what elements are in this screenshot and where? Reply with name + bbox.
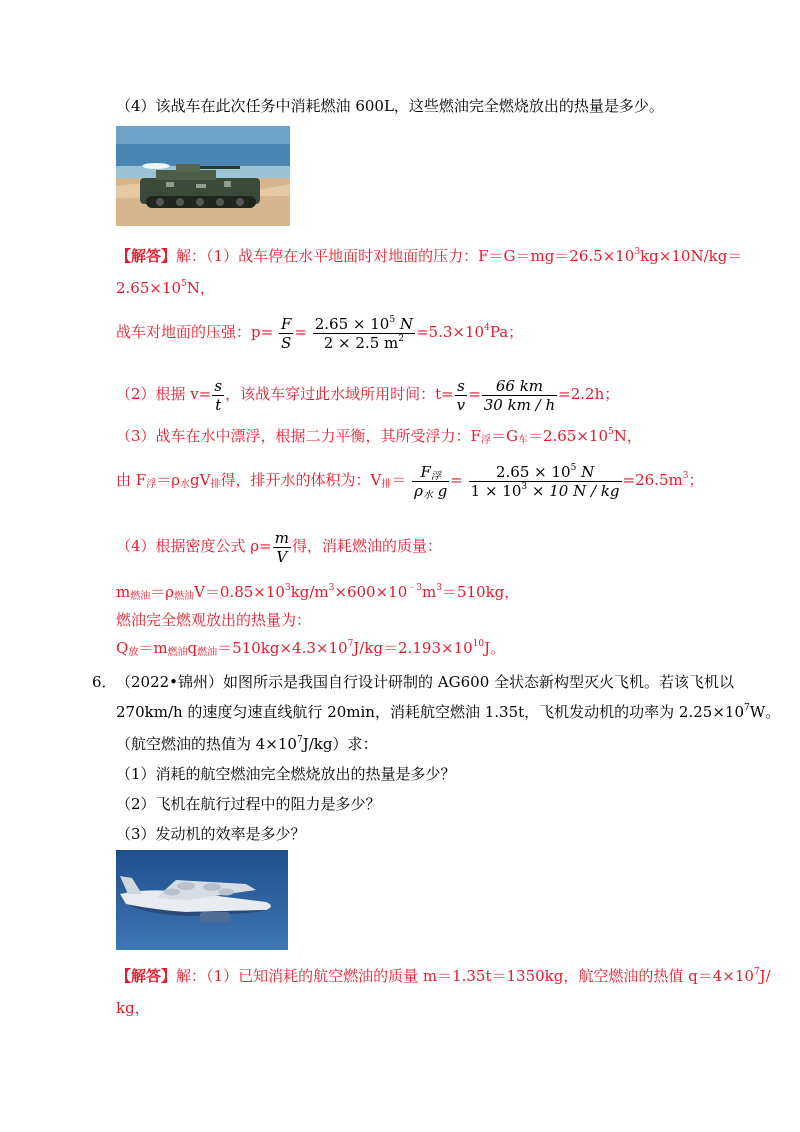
a1-l2-text: 2.65×10 [116,279,182,297]
pressure-result-unit: Pa； [489,323,524,341]
answer-1-line-2 [116,278,215,298]
t: J/kg＝2.193×10 [353,639,473,657]
a3-l2-lead: 由 F [116,471,147,489]
a3-result: =26.5m [622,471,683,489]
t: J/ [759,967,771,985]
pressure-lead: 战车对地面的压强：p [116,323,261,341]
answer-tag: 【解答】 [116,247,177,265]
frac-den-g: g [432,481,448,500]
s-over-t-fraction [212,377,224,414]
frac-num: 66 km [482,377,557,396]
t: V＝0.85×10 [194,583,285,601]
exp: 3 [436,583,442,593]
t: Q [116,639,129,657]
t: ×600×10 [334,583,408,601]
time-value-fraction [482,377,557,414]
frac-den: ρ [414,481,423,500]
sub: 燃油 [167,647,188,658]
volume-value-fraction [469,463,622,500]
problem-6-line-1: （2022•锦州）如图所示是我国自行设计研制的 AG600 全状态新构型灭火飞机。若该飞机以 [116,673,735,691]
t: kg/m [290,583,329,601]
a1-text: （1）战车停在水平地面时对地面的压力：F＝G＝mg＝26.5×10 [206,247,635,265]
a3-exp: 5 [608,427,614,437]
a3-result-tail: ； [688,471,704,489]
a2-lead: （2）根据 v= [116,385,212,403]
a4-tail: 得，消耗燃油的质量： [291,537,442,555]
frac-den-sub: 水 [422,489,433,501]
a1-l2-exp: 5 [181,279,187,289]
t: J。 [484,639,506,657]
answer-4-line-2 [116,582,519,602]
frac-den: 1 × 10 [470,481,522,500]
frac-den: 2 × 2.5 m [323,333,399,352]
t: m [421,583,437,601]
t: 270km/h 的速度匀速直线航行 20min，消耗航空燃油 1.35t，飞机发动机的功率为 2.25×10 [116,703,744,721]
pressure-value-fraction [313,315,415,352]
a3-mid: ＝G [490,427,518,445]
sub: 水 [180,479,191,490]
tank-photo [116,126,290,226]
frac-den: v [456,395,466,414]
a4-lead: （4）根据密度公式 ρ= [116,537,272,555]
frac-num-sub: 浮 [430,470,441,482]
a3-l2-c: gV [190,471,211,489]
t: ＝510kg， [441,583,520,601]
pressure-formula [116,310,523,354]
a1-text-b: kg×10N/kg＝ [640,247,743,265]
frac-num: m [274,528,289,547]
a2-mid: ，该战车穿过此水域所用时间：t= [225,385,454,403]
jie-label: 解： [176,967,207,985]
problem-6-line-3 [116,734,377,754]
problem-6-number: 6． [92,673,117,691]
sub: 放 [128,647,139,658]
frac-den-exp: 3 [521,481,528,492]
sub: 燃油 [174,591,195,602]
m-over-v-fraction [273,529,291,566]
exp: 7 [743,703,750,713]
jie-label: 解： [176,247,207,265]
aircraft-photo [116,850,288,950]
pressure-result-exp: 4 [484,323,490,333]
a2-result: =2.2h； [558,385,620,403]
answer-2-line [116,372,619,416]
a3-sub: 浮 [480,435,491,446]
t: J/kg）求： [302,735,378,753]
answer-4-line-3: 燃油完全燃观放出的热量为： [116,611,312,629]
f-over-s-fraction [279,315,293,352]
frac-den: t [215,395,222,414]
exp: ﹣3 [407,583,422,593]
problem-6-answer-line-2: kg， [116,999,150,1017]
frac-den-exp: 2 [398,333,404,344]
answer-tag: 【解答】 [116,967,177,985]
pressure-result: =5.3×10 [415,323,485,341]
question-4: （4）该战车在此次任务中消耗燃油 600L，这些燃油完全燃烧放出的热量是多少。 [116,97,664,115]
frac-num: 2.65 × 10 [495,462,571,481]
exp: 3 [284,583,291,593]
answer-1-line-1 [116,246,742,266]
problem-6-question-2: （2）飞机在航行过程中的阻力是多少？ [116,795,381,813]
eq-sign: ＝ [391,471,407,489]
sub: 排 [210,479,221,490]
frac-den-tail: × 10 N / kg [527,481,620,500]
a1-l2-unit: N， [186,279,215,297]
problem-6-question-1: （1）消耗的航空燃油完全燃烧放出的热量是多少？ [116,765,456,783]
sub: 燃油 [130,591,151,602]
exp: 3 [328,583,335,593]
frac-den: V [276,547,288,566]
t: （航空燃油的热值为 4×10 [116,735,297,753]
eq-sign: = [260,323,274,341]
sub: 排 [381,479,392,490]
frac-num: s [455,377,467,396]
s-over-v-fraction [455,377,467,414]
a3-tail: ＝2.65×10 [527,427,609,445]
exp: 10 [472,639,485,649]
problem-6-question-3: （3）发动机的效率是多少？ [116,825,306,843]
problem-6-answer-line-1 [116,966,771,986]
t: ＝ρ [150,583,175,601]
exp: 7 [753,967,760,977]
eq-sign: = [468,385,481,403]
sub: 浮 [146,479,157,490]
a1-exp: 3 [634,247,641,257]
a3-unit: N， [613,427,642,445]
frac-num: F [420,462,431,481]
sub: 燃油 [197,647,218,658]
frac-den: S [281,333,292,352]
a3-l2-d: 得，排开水的体积为：V [220,471,382,489]
frac-num: F [280,314,292,333]
frac-num-unit: N [576,462,595,481]
a3-result-exp: 3 [682,471,689,481]
answer-4-line-1 [116,522,442,570]
problem-6-line-2 [116,702,780,722]
frac-den: 30 km / h [483,395,556,414]
a3-sub-2: 车 [517,435,528,446]
t: q [187,639,198,657]
frac-num-exp: 5 [570,462,577,473]
a3-l2-b: ＝ρ [156,471,181,489]
exp: 7 [347,639,354,649]
t: m [116,583,131,601]
eq-sign: = [294,323,307,341]
answer-3-line-2 [116,456,703,504]
answer-4-line-4 [116,638,505,658]
frac-num: s [214,376,223,395]
t: ＝m [138,639,168,657]
t: W。 [749,703,781,721]
t: （1）已知消耗的航空燃油的质量 m＝1.35t＝1350kg，航空燃油的热值 q＝4×10 [206,967,754,985]
t: ＝510kg×4.3×10 [217,639,348,657]
eq-sign: = [450,471,463,489]
frac-num-unit: N [395,314,413,333]
frac-num: 2.65 × 10 [314,314,390,333]
exp: 7 [296,735,303,745]
a3-text: （3）战车在水中漂浮，根据二力平衡，其所受浮力：F [116,427,481,445]
frac-num-exp: 5 [389,314,396,325]
buoyancy-over-rho-fraction [412,463,449,500]
answer-3-line-1 [116,426,642,446]
